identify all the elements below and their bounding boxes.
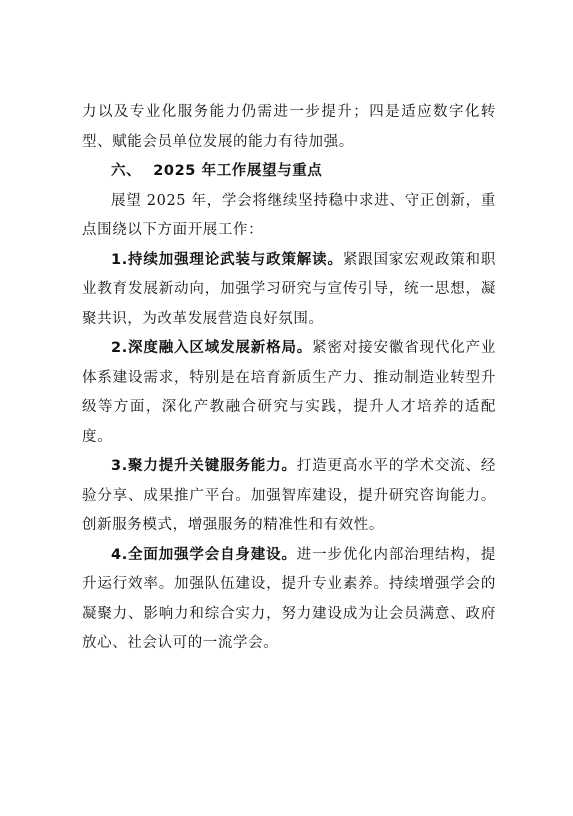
item-body-1: 紧跟国家宏观政策和职业教育发展新动向，加强学习研究与宣传引导，统一思想，凝聚共识，为改革发展营造良好氛围。 xyxy=(82,251,497,327)
section-heading xyxy=(82,157,496,187)
item-paragraph-1 xyxy=(82,246,496,335)
paragraph-continued: 力以及专业化服务能力仍需进一步提升；四是适应数字化转型、赋能会员单位发展的能力有待加强。 xyxy=(82,104,496,150)
item-body-4: 进一步优化内部治理结构，提升运行效率。加强队伍建设，提升专业素养。持续增强学会的凝聚力、影响力和综合实力，努力建设成为让会员满意、政府放心、社会认可的一流学会。 xyxy=(82,546,496,651)
item-title-2: 2.深度融入区域发展新格局。 xyxy=(111,340,313,356)
intro-paragraph: 展望 2025 年，学会将继续坚持稳中求进、守正创新，重点围绕以下方面开展工作： xyxy=(82,192,496,238)
section-number: 六、 xyxy=(111,163,142,179)
item-paragraph-4 xyxy=(82,541,496,659)
item-body-3: 打造更高水平的学术交流、经验分享、成果推广平台。加强智库建设，提升研究咨询能力。创新服务模式，增强服务的精准性和有效性。 xyxy=(82,458,496,533)
document-page xyxy=(82,98,496,659)
item-body-2: 紧密对接安徽省现代化产业体系建设需求，特别是在培育新质生产力、推动制造业转型升级等方面，深化产教融合研究与实践，提升人才培养的适配度。 xyxy=(82,340,496,445)
item-paragraph-2 xyxy=(82,334,496,452)
item-title-3: 3.聚力提升关键服务能力。 xyxy=(111,458,297,474)
item-title-4: 4.全面加强学会自身建设。 xyxy=(111,546,297,563)
section-title: 2025 年工作展望与重点 xyxy=(153,163,323,179)
item-paragraph-3 xyxy=(82,452,496,541)
item-title-1: 1.持续加强理论武装与政策解读。 xyxy=(111,251,343,268)
